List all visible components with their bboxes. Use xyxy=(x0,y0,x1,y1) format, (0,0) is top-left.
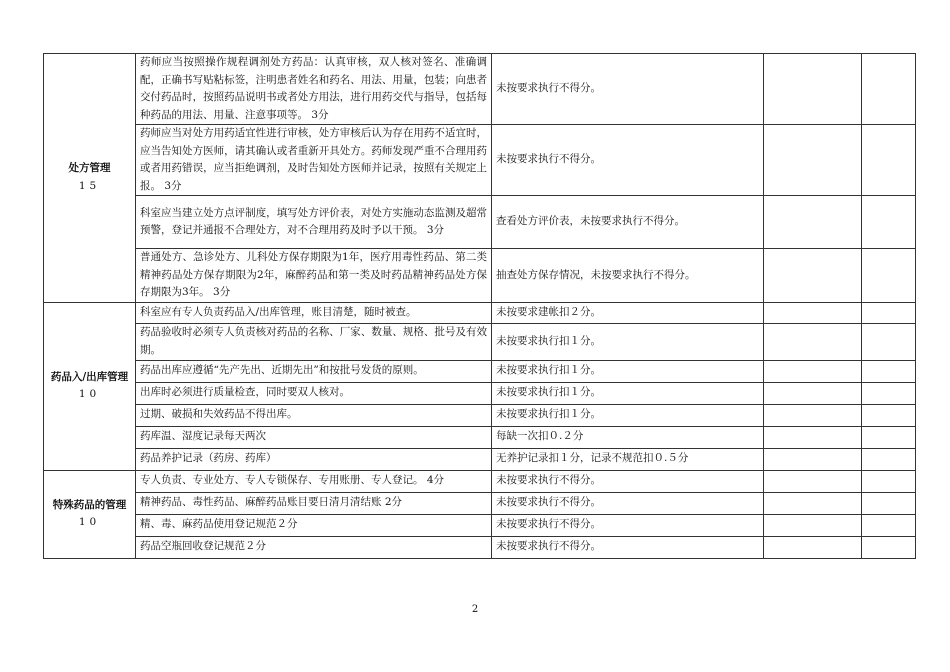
blank-cell xyxy=(764,492,862,514)
table-row xyxy=(44,196,916,249)
blank-cell xyxy=(862,125,916,196)
blank-cell xyxy=(764,249,862,303)
blank-cell xyxy=(764,514,862,536)
scoring-cell: 未按要求执行扣１分。 xyxy=(492,382,764,404)
table-row xyxy=(44,323,916,360)
blank-cell xyxy=(862,448,916,470)
requirement-cell: 专人负责、专业处方、专人专锁保存、专用账册、专人登记。 4分 xyxy=(136,470,492,492)
table-row xyxy=(44,382,916,404)
table-row xyxy=(44,404,916,426)
blank-cell xyxy=(862,536,916,558)
table-row xyxy=(44,492,916,514)
scoring-cell: 查看处方评价表，未按要求执行不得分。 xyxy=(492,196,764,249)
requirement-cell: 过期、破损和失效药品不得出库。 xyxy=(136,404,492,426)
requirement-cell: 精神药品、毒性药品、麻醉药品账目要日清月清结账 2分 xyxy=(136,492,492,514)
requirement-cell: 药师应当按照操作规程调剂处方药品：认真审核，双人核对签名、准确调配，正确书写贴粘标签，注明患者姓名和药名、用法、用量，包装；向患者交付药品时，按照药品说明书或者处方用法，进行用药交代与指导，包括每种药品的用法、用量、注意事项等。 3分 xyxy=(136,54,492,125)
blank-cell xyxy=(862,382,916,404)
blank-cell xyxy=(862,360,916,382)
requirement-cell: 药品出库应遵循“先产先出、近期先出”和按批号发货的原则。 xyxy=(136,360,492,382)
section-title-special-drugs: 特殊药品的管理 10 xyxy=(44,470,136,558)
table-row xyxy=(44,302,916,323)
table-row xyxy=(44,54,916,125)
table-row xyxy=(44,514,916,536)
blank-cell xyxy=(862,323,916,360)
requirement-cell: 药品空瓶回收登记规范２分 xyxy=(136,536,492,558)
scoring-cell: 未按要求执行不得分。 xyxy=(492,514,764,536)
table-row xyxy=(44,448,916,470)
requirement-cell: 药师应当对处方用药适宜性进行审核，处方审核后认为存在用药不适宜时，应当告知处方医师，请其确认或者重新开具处方。药师发现严重不合理用药或者用药错误，应当拒绝调剂，及时告知处方医师并记录，按照有关规定上报。 3分 xyxy=(136,125,492,196)
requirement-cell: 精、毒、麻药品使用登记规范２分 xyxy=(136,514,492,536)
table-row xyxy=(44,536,916,558)
blank-cell xyxy=(862,426,916,448)
blank-cell xyxy=(764,125,862,196)
blank-cell xyxy=(862,54,916,125)
table-row xyxy=(44,426,916,448)
scoring-cell: 未按要求执行不得分。 xyxy=(492,125,764,196)
blank-cell xyxy=(764,382,862,404)
blank-cell xyxy=(764,196,862,249)
scoring-cell: 未按要求执行扣１分。 xyxy=(492,323,764,360)
scoring-cell: 未按要求执行扣１分。 xyxy=(492,360,764,382)
scoring-cell: 无养护记录扣１分，记录不规范扣０.５分 xyxy=(492,448,764,470)
section-title-prescription: 处方管理 15 xyxy=(44,54,136,303)
blank-cell xyxy=(764,470,862,492)
blank-cell xyxy=(764,302,862,323)
requirement-cell: 出库时必须进行质量检查，同时要双人核对。 xyxy=(136,382,492,404)
requirement-cell: 普通处方、急诊处方、儿科处方保存期限为1年，医疗用毒性药品、第二类精神药品处方保存期限为2年，麻醉药品和第一类及时药品精神药品处方保存期限为3年。 3分 xyxy=(136,249,492,303)
scoring-cell: 未按要求建帐扣２分。 xyxy=(492,302,764,323)
scoring-cell: 抽查处方保存情况，未按要求执行不得分。 xyxy=(492,249,764,303)
requirement-cell: 药库温、湿度记录每天两次 xyxy=(136,426,492,448)
table-row xyxy=(44,125,916,196)
scoring-cell: 每缺一次扣０.２分 xyxy=(492,426,764,448)
requirement-cell: 药品验收时必须专人负责核对药品的名称、厂家、数量、规格、批号及有效期。 xyxy=(136,323,492,360)
table-row xyxy=(44,249,916,303)
blank-cell xyxy=(862,404,916,426)
blank-cell xyxy=(862,249,916,303)
blank-cell xyxy=(764,448,862,470)
blank-cell xyxy=(764,426,862,448)
blank-cell xyxy=(764,360,862,382)
requirement-cell: 科室应有专人负责药品入/出库管理，账目清楚，随时被查。 xyxy=(136,302,492,323)
blank-cell xyxy=(764,323,862,360)
table-row xyxy=(44,360,916,382)
scoring-cell: 未按要求执行不得分。 xyxy=(492,492,764,514)
blank-cell xyxy=(862,302,916,323)
blank-cell xyxy=(764,536,862,558)
section-title-inventory: 药品入/出库管理 10 xyxy=(44,302,136,470)
blank-cell xyxy=(862,196,916,249)
blank-cell xyxy=(862,492,916,514)
scoring-cell: 未按要求执行不得分。 xyxy=(492,470,764,492)
blank-cell xyxy=(862,470,916,492)
scoring-cell: 未按要求执行不得分。 xyxy=(492,536,764,558)
blank-cell xyxy=(764,404,862,426)
scoring-cell: 未按要求执行不得分。 xyxy=(492,54,764,125)
requirement-cell: 药品养护记录（药房、药库） xyxy=(136,448,492,470)
blank-cell xyxy=(862,514,916,536)
blank-cell xyxy=(764,54,862,125)
page-number: 2 xyxy=(471,604,479,615)
requirement-cell: 科室应当建立处方点评制度，填写处方评价表，对处方实施动态监测及超常预警，登记并通报不合理处方，对不合理用药及时予以干预。 3分 xyxy=(136,196,492,249)
table-row xyxy=(44,470,916,492)
evaluation-table xyxy=(43,53,916,559)
scoring-cell: 未按要求执行扣１分。 xyxy=(492,404,764,426)
